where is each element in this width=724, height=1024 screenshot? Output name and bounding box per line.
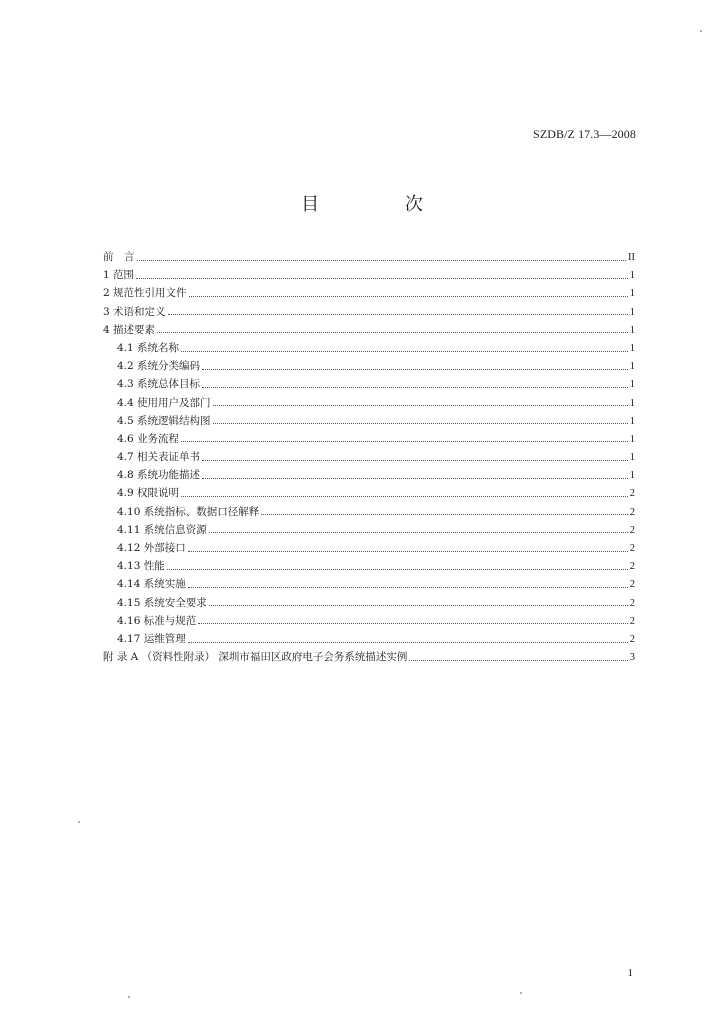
toc-leader-dots: [157, 332, 628, 333]
toc-entry-page: 1: [629, 342, 635, 354]
scan-speck: [700, 30, 702, 32]
toc-entry-label: 1 范围: [103, 269, 135, 282]
toc-entry[interactable]: [103, 430, 635, 448]
page-number: 1: [627, 967, 633, 979]
toc-entry[interactable]: [103, 630, 635, 648]
toc-entry-page: 1: [629, 397, 635, 409]
toc-leader-dots: [189, 296, 628, 297]
toc-leader-dots: [209, 532, 628, 533]
toc-leader-dots: [213, 423, 628, 424]
toc-leader-dots: [136, 278, 628, 279]
toc-entry[interactable]: [103, 484, 635, 502]
toc-entry-label: 4.5 系统逻辑结构图: [117, 414, 211, 427]
toc-entry[interactable]: [103, 612, 635, 630]
toc-leader-dots: [202, 460, 628, 461]
toc-leader-dots: [213, 405, 628, 406]
toc-entry[interactable]: [103, 466, 635, 484]
toc-entry-page: 2: [629, 561, 635, 573]
toc-entry-page: 1: [629, 415, 635, 427]
toc-entry-page: 1: [629, 433, 635, 445]
scan-speck: [78, 821, 80, 823]
toc-entry-page: 1: [629, 306, 635, 318]
toc-leader-dots: [137, 260, 627, 261]
toc-entry[interactable]: [103, 557, 635, 575]
toc-entry-label: 4.8 系统功能描述: [117, 469, 201, 482]
toc-leader-dots: [202, 478, 628, 479]
toc-leader-dots: [188, 587, 628, 588]
toc-entry[interactable]: [103, 448, 635, 466]
toc-entry-label: 4.2 系统分类编码: [117, 360, 201, 373]
toc-leader-dots: [188, 642, 628, 643]
scan-speck: [520, 992, 522, 994]
toc-entry-label: 4.9 权限说明: [117, 487, 180, 500]
toc-entry[interactable]: [103, 539, 635, 557]
toc-entry-page: 1: [629, 324, 635, 336]
toc-entry-page: 1: [629, 361, 635, 373]
toc-entry-label: 4.10 系统指标、数据口径解释: [117, 505, 260, 518]
toc-entry-label: 4.7 相关表证单书: [117, 451, 201, 464]
toc-entry-label: 4.4 使用用户及部门: [117, 396, 211, 409]
toc-entry-label: 4.17 运维管理: [117, 632, 186, 645]
toc-leader-dots: [181, 441, 628, 442]
toc-entry-label: 4.13 性能: [117, 560, 165, 573]
toc-entry-page: 2: [629, 506, 635, 518]
toc-title: 目 次: [301, 194, 463, 215]
toc-entry[interactable]: [103, 394, 635, 412]
document-code: SZDB/Z 17.3—2008: [533, 127, 636, 141]
toc-entry-page: 1: [629, 379, 635, 391]
toc-entry-page: 2: [629, 597, 635, 609]
toc-leader-dots: [167, 569, 628, 570]
toc-leader-dots: [198, 623, 628, 624]
toc-entry-label: 2 规范性引用文件: [103, 287, 187, 300]
toc-leader-dots: [181, 351, 628, 352]
toc-entry-page: 2: [629, 488, 635, 500]
toc-entry-label: 4.16 标准与规范: [117, 614, 197, 627]
toc-entry-label: 附 录 A （资料性附录） 深圳市福田区政府电子会务系统描述实例: [103, 651, 408, 664]
toc-entry-page: 1: [629, 452, 635, 464]
toc-leader-dots: [209, 605, 628, 606]
toc-entry-label: 4.6 业务流程: [117, 432, 180, 445]
toc-leader-dots: [409, 660, 627, 661]
toc-entry[interactable]: [103, 303, 635, 321]
toc-entry-page: 2: [629, 615, 635, 627]
toc-leader-dots: [188, 551, 628, 552]
toc-entry[interactable]: [103, 575, 635, 593]
toc-entry-page: 1: [629, 288, 635, 300]
toc-entry-page: 1: [629, 470, 635, 482]
toc-entry-label: 4.1 系统名称: [117, 341, 180, 354]
toc-leader-dots: [181, 496, 628, 497]
toc-entry[interactable]: [103, 503, 635, 521]
toc-entry[interactable]: [103, 375, 635, 393]
toc-entry-label: 4.11 系统信息资源: [117, 523, 207, 536]
toc-entry-label: 前 言: [103, 251, 135, 263]
toc-leader-dots: [261, 514, 628, 515]
toc-entry-label: 4.15 系统安全要求: [117, 596, 207, 609]
toc-entry-page: 2: [629, 543, 635, 554]
toc-entry-label: 4.12 外部接口: [117, 542, 186, 554]
toc-entry[interactable]: [103, 321, 635, 339]
toc-entry[interactable]: [103, 594, 635, 612]
toc-entry[interactable]: [103, 266, 635, 284]
toc-entry[interactable]: [103, 648, 635, 666]
toc-entry-page: 2: [629, 524, 635, 536]
scan-speck: [128, 996, 130, 998]
toc-leader-dots: [202, 387, 628, 388]
toc-entry[interactable]: [103, 248, 635, 266]
toc-entry[interactable]: [103, 284, 635, 302]
toc-entry[interactable]: [103, 412, 635, 430]
toc-entry-page: 2: [629, 579, 635, 591]
toc-entry-page: 2: [629, 633, 635, 645]
table-of-contents: [103, 248, 635, 666]
toc-entry-page: 1: [629, 270, 635, 282]
toc-entry[interactable]: [103, 339, 635, 357]
toc-entry-page: 3: [629, 652, 635, 664]
toc-entry-label: 3 术语和定义: [103, 305, 166, 318]
toc-entry-label: 4.14 系统实施: [117, 578, 186, 591]
toc-leader-dots: [202, 369, 628, 370]
toc-entry-label: 4 描述要素: [103, 323, 156, 336]
toc-entry-label: 4.3 系统总体目标: [117, 378, 201, 391]
toc-leader-dots: [168, 314, 628, 315]
toc-entry[interactable]: [103, 357, 635, 375]
toc-entry[interactable]: [103, 521, 635, 539]
toc-entry-page: II: [628, 252, 635, 263]
